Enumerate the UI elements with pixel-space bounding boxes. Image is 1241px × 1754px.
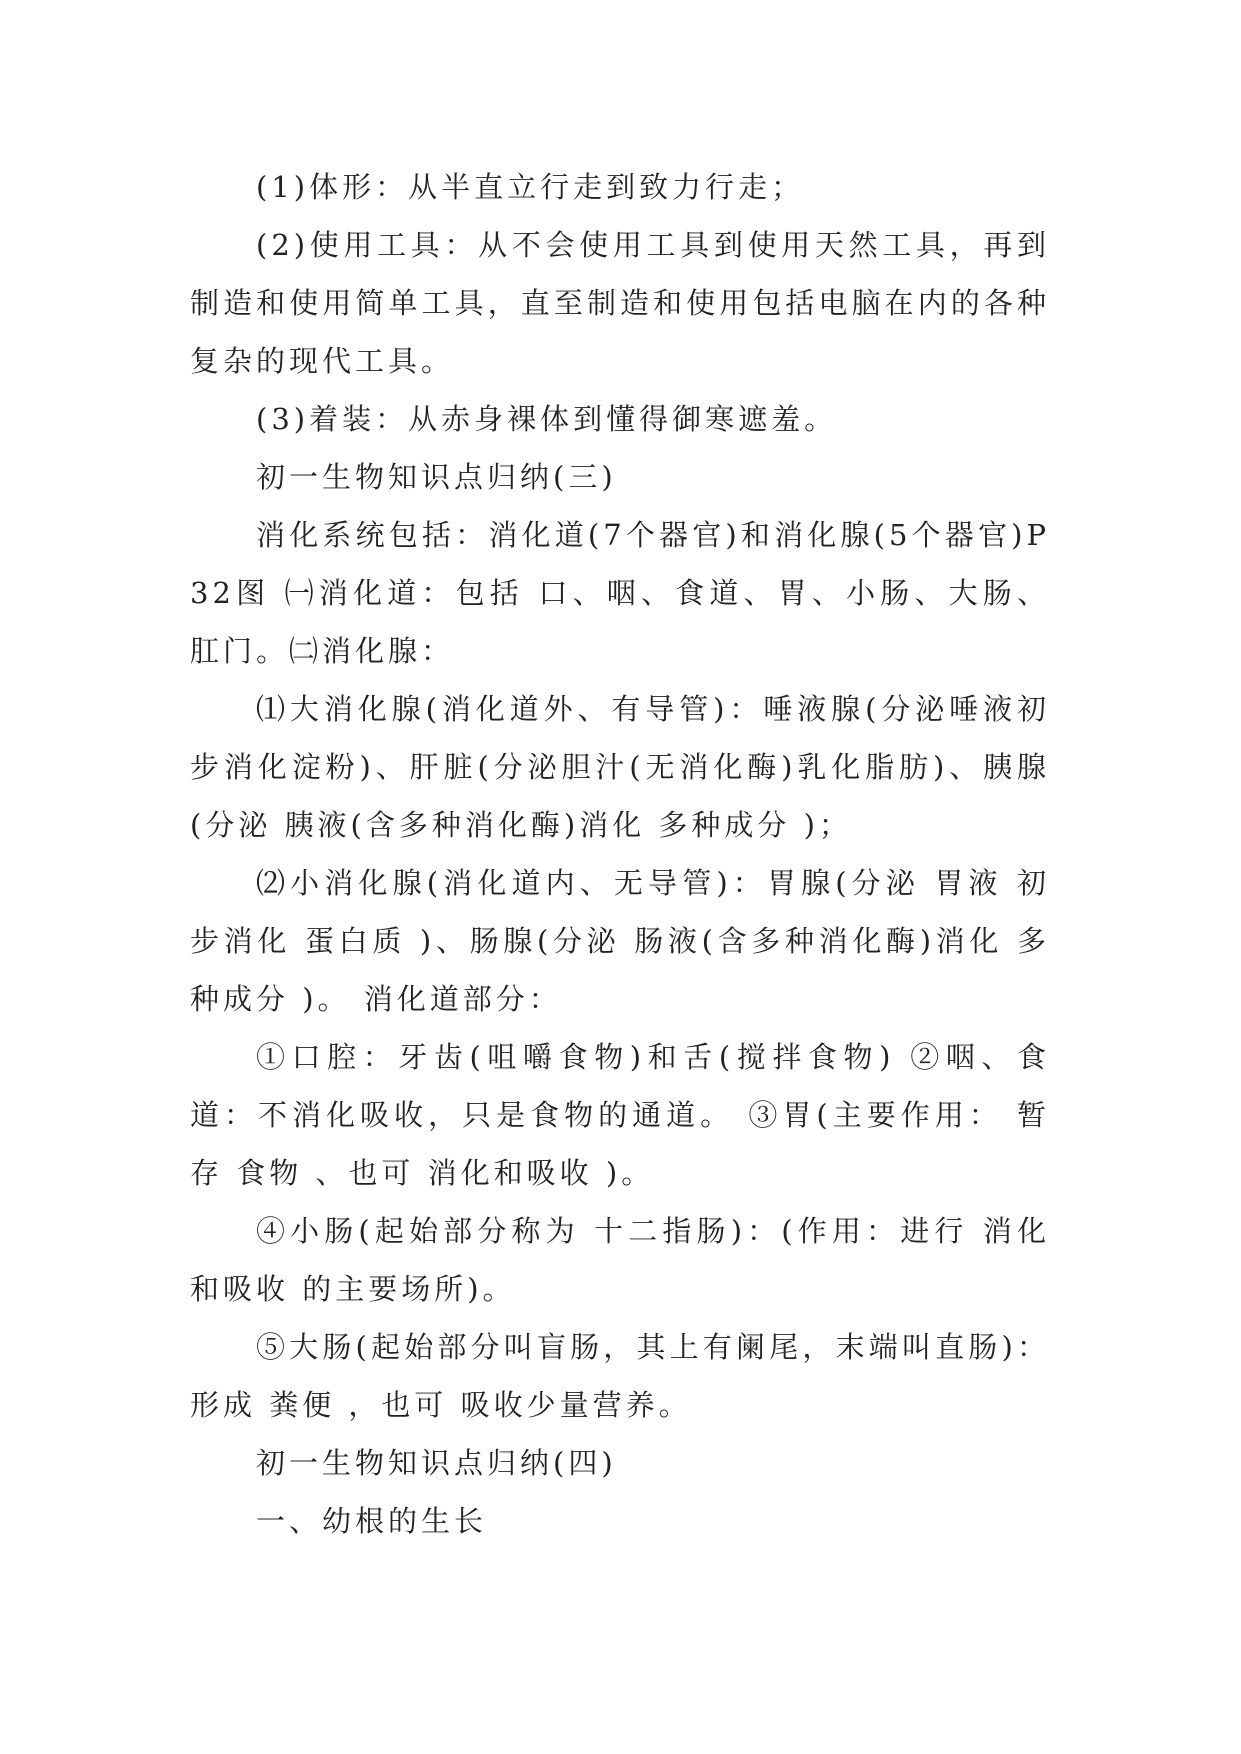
paragraph-small-intestine: ④小肠(起始部分称为 十二指肠)：(作用：进行 消化和吸收 的主要场所)。 [190, 1214, 1050, 1306]
paragraph-clothing: (3)着装：从赤身裸体到懂得御寒遮羞。 [256, 402, 838, 436]
paragraph-large-intestine: ⑤大肠(起始部分叫盲肠，其上有阑尾，末端叫直肠)：形成 粪便 ，也可 吸收少量营养。 [190, 1330, 1050, 1422]
paragraph-mouth-stomach: ①口腔：牙齿(咀嚼食物)和舌(搅拌食物) ②咽、食道：不消化吸收，只是食物的通道。 ③胃(主要作用： 暂存 食物 、也可 消化和吸收 )。 [190, 1040, 1050, 1190]
paragraph-body-shape: (1)体形：从半直立行走到致力行走； [256, 170, 805, 204]
paragraph-large-glands: ⑴大消化腺(消化道外、有导管)：唾液腺(分泌唾液初步消化淀粉)、肝脏(分泌胆汁(无消化酶)乳化脂肪)、胰腺(分泌 胰液(含多种消化酶)消化 多种成分 )； [190, 692, 1050, 842]
section-heading-4: 初一生物知识点归纳(四) [256, 1446, 617, 1480]
paragraph-root-growth: 一、幼根的生长 [256, 1504, 488, 1538]
paragraph-tool-use: (2)使用工具：从不会使用工具到使用天然工具，再到制造和使用简单工具，直至制造和使用包括电脑在内的各种复杂的现代工具。 [190, 228, 1050, 378]
paragraph-small-glands: ⑵小消化腺(消化道内、无导管)：胃腺(分泌 胃液 初步消化 蛋白质 )、肠腺(分泌 肠液(含多种消化酶)消化 多种成分 )。 消化道部分： [190, 866, 1050, 1016]
section-heading-3: 初一生物知识点归纳(三) [256, 460, 617, 494]
paragraph-digestive-system: 消化系统包括：消化道(7个器官)和消化腺(5个器官)P32图 ㈠消化道：包括 口、咽、食道、胃、小肠、大肠、肛门。㈡消化腺： [190, 518, 1050, 668]
document-body [190, 158, 1050, 1550]
